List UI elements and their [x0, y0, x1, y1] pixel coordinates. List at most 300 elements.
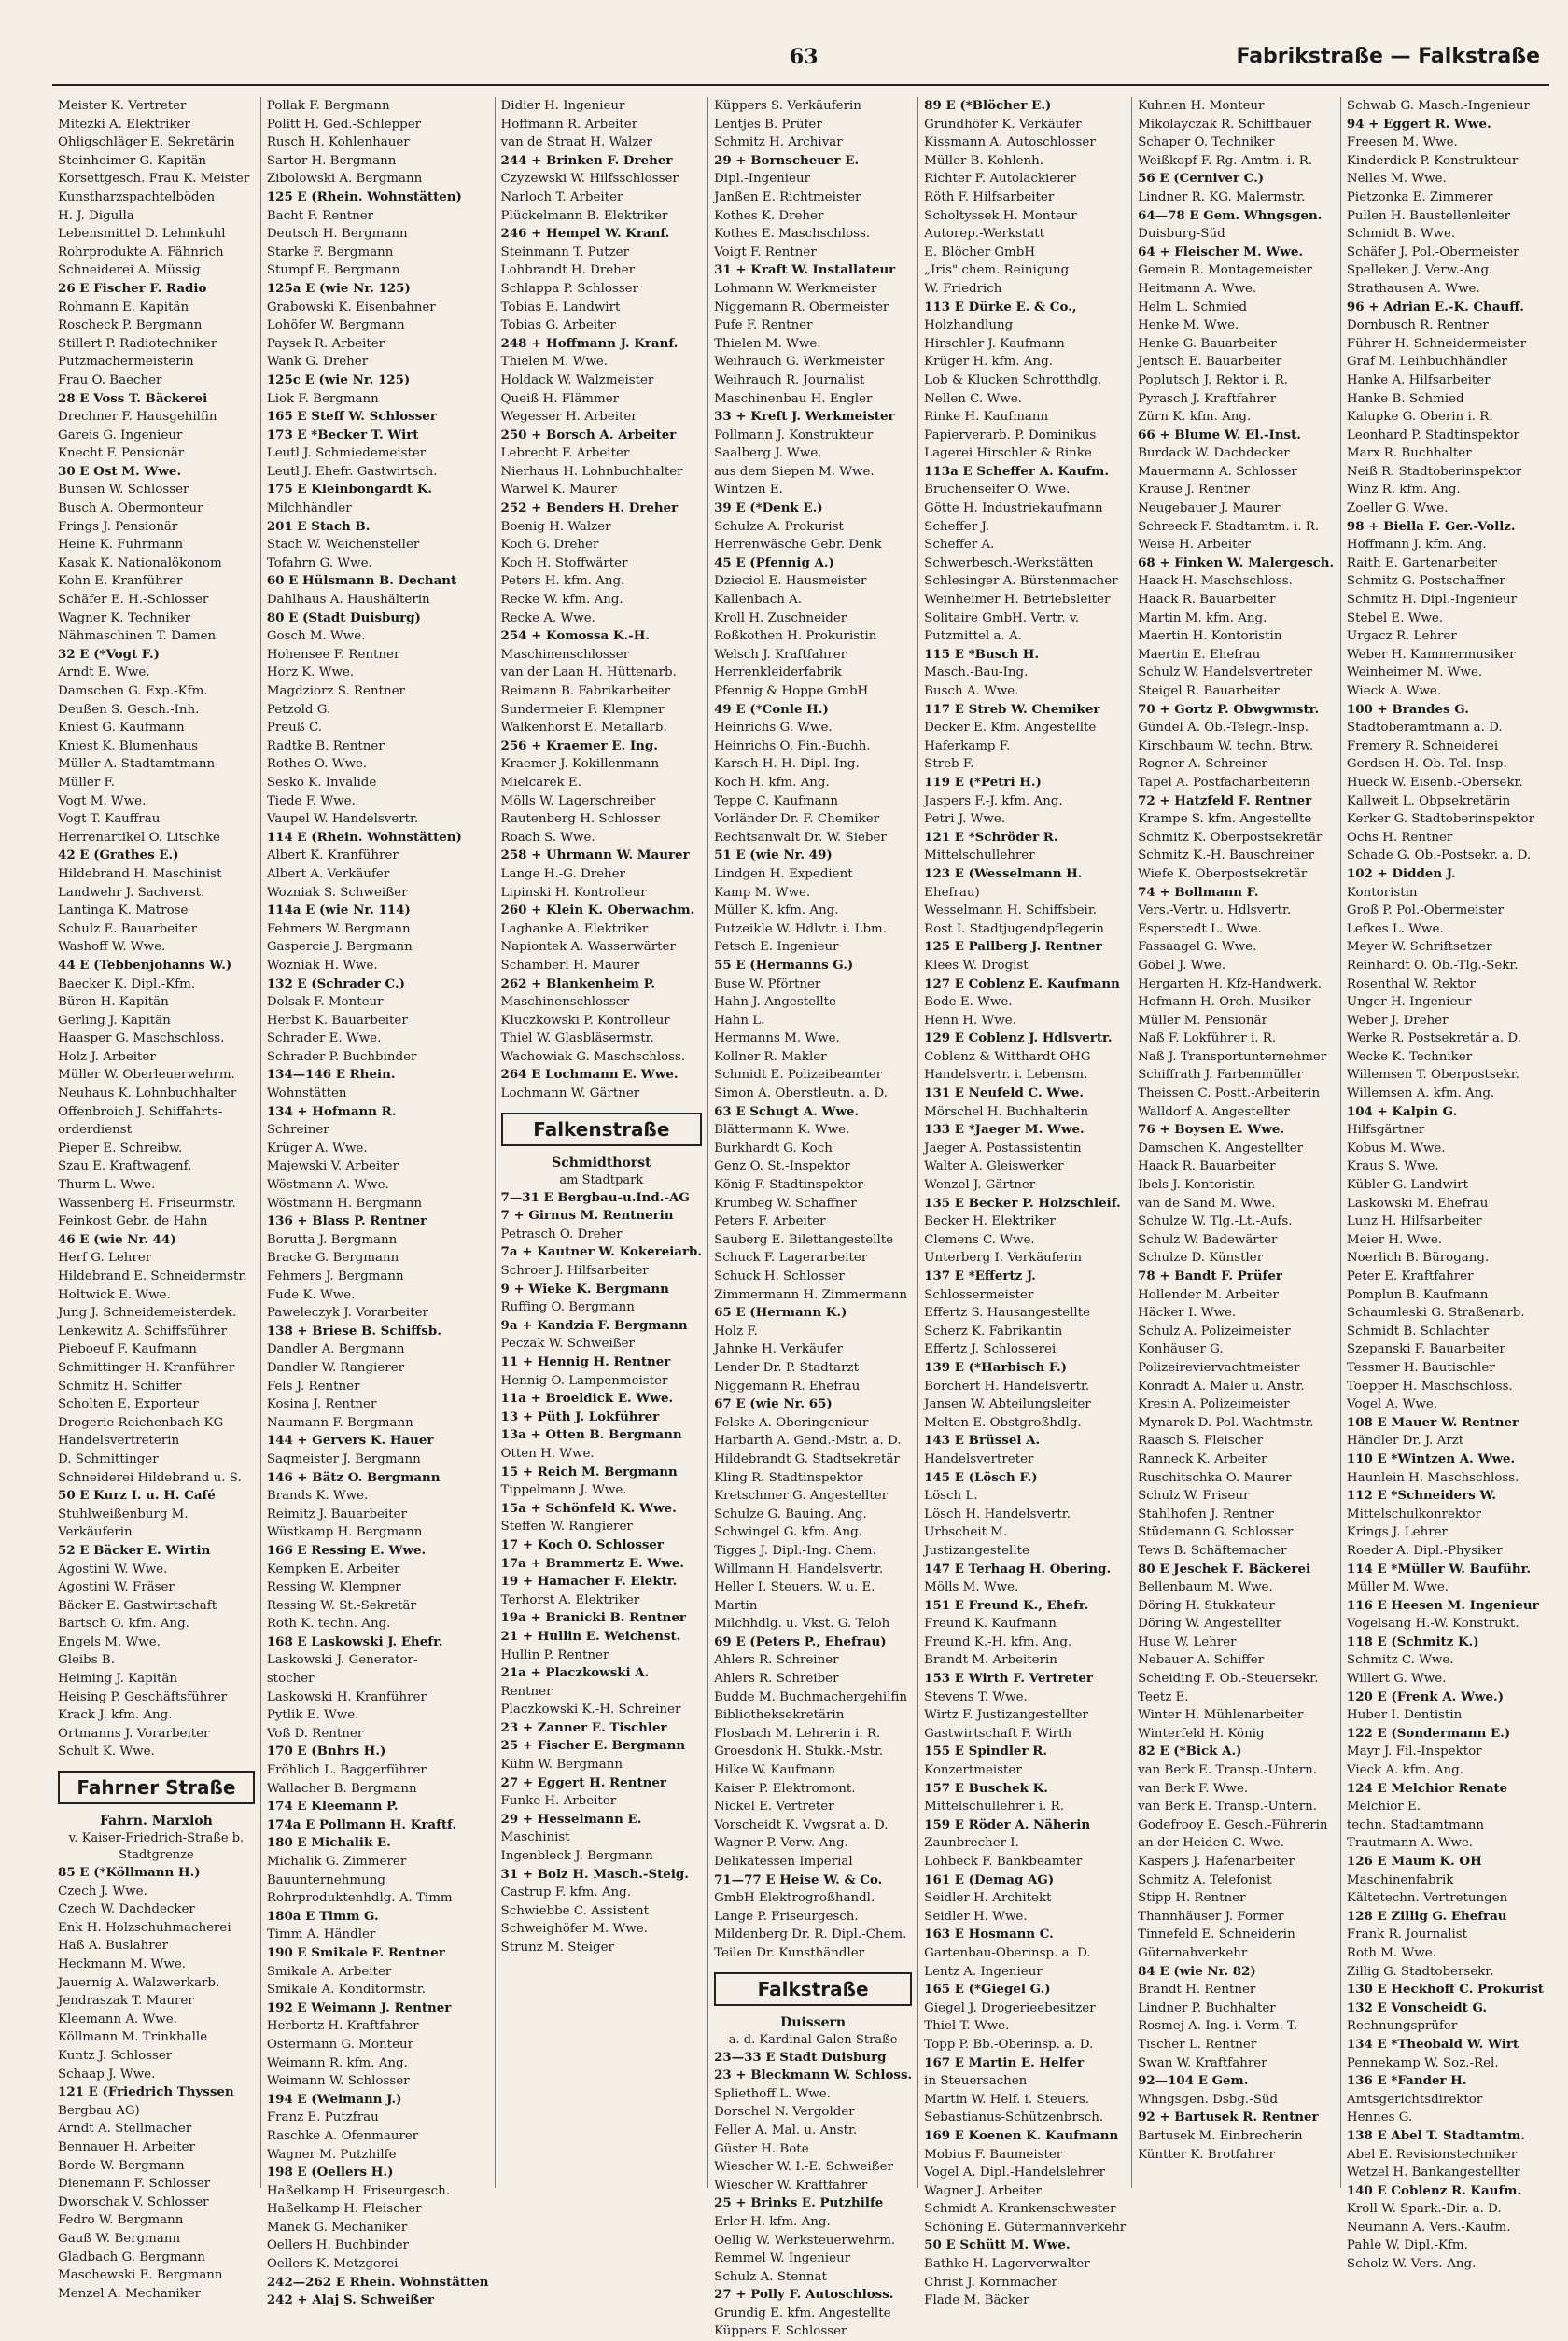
resident-entry: Peters H. kfm. Ang. — [500, 574, 625, 589]
house-number-entry: 63 E Schugt A. Wwe. — [714, 1103, 860, 1119]
resident-entry: Mölls M. Wwe. — [924, 1580, 1019, 1595]
resident-entry: Kluczkowski P. Kontrolleur — [500, 1013, 670, 1028]
resident-entry: Kaspers J. Hafenarbeiter — [1138, 1855, 1295, 1869]
resident-entry: Vogel A. Dipl.-Handelslehrer — [924, 2166, 1106, 2180]
resident-entry: Händler Dr. J. Arzt — [1346, 1434, 1464, 1449]
resident-entry: Bartusek M. Einbrecherin — [1138, 2128, 1303, 2143]
resident-entry: Dandler W. Rangierer — [266, 1360, 405, 1375]
resident-entry: Schmidt E. Polizeibeamter — [714, 1068, 883, 1083]
directory-column — [1132, 97, 1341, 2188]
resident-entry: Kallenbach A. — [714, 593, 803, 608]
resident-entry: Offenbroich J. Schiffahrts- — [58, 1104, 223, 1119]
house-number-entry: 134—146 E Rhein. — [266, 1067, 396, 1083]
resident-entry: Peters F. Arbeiter — [714, 1214, 826, 1229]
house-number-entry: 102 + Didden J. — [1346, 865, 1456, 881]
resident-entry: Starke F. Bergmann — [266, 245, 394, 259]
house-number-entry: 15 + Reich M. Bergmann — [500, 1464, 678, 1479]
resident-entry: Mittelschullehrer — [924, 848, 1035, 863]
resident-entry: Weihrauch R. Journalist — [714, 372, 865, 387]
resident-entry: Lebrecht F. Arbeiter — [500, 446, 630, 461]
house-number-entry: 246 + Hempel W. Kranf. — [500, 226, 670, 242]
house-number-entry: 130 E Heckhoff C. Prokurist — [1346, 1982, 1544, 1998]
directory-column — [496, 97, 709, 2188]
house-number-entry: 66 + Blume W. El.-Inst. — [1138, 427, 1301, 442]
resident-entry: Effertz J. Schlosserei — [924, 1342, 1057, 1357]
resident-entry: Lochmann W. Gärtner — [500, 1086, 640, 1101]
house-number-entry: 96 + Adrian E.-K. Chauff. — [1346, 299, 1524, 315]
resident-entry: Fröhlich L. Baggerführer — [266, 1763, 427, 1778]
resident-entry: Winterfeld H. König — [1138, 1726, 1265, 1741]
resident-entry: Manek G. Mechaniker — [266, 2220, 408, 2235]
resident-entry: Schuck H. Schlosser — [714, 1269, 845, 1283]
resident-entry: Putzeikle W. Hdlvtr. i. Lbm. — [714, 921, 887, 936]
resident-entry: Hanke A. Hilfsarbeiter — [1346, 372, 1491, 387]
house-number-entry: 125c E (wie Nr. 125) — [266, 371, 411, 387]
resident-entry: Weinheimer M. Wwe. — [1346, 666, 1483, 680]
resident-entry: Melten E. Obstgroßhdlg. — [924, 1415, 1082, 1430]
resident-entry: Strunz M. Steiger — [500, 1941, 614, 1955]
resident-entry: Zoeller G. Wwe. — [1346, 501, 1449, 516]
street-extent-note: a. d. Kardinal-Galen-Straße — [728, 2032, 898, 2047]
resident-entry: Pieboeuf F. Kaufmann — [58, 1342, 197, 1357]
house-number-entry: 201 E Stach B. — [266, 518, 371, 534]
resident-entry: Lunz H. Hilfsarbeiter — [1346, 1214, 1482, 1229]
resident-entry: Naß F. Lokführer i. R. — [1138, 1031, 1277, 1046]
house-number-entry: 45 E (Pfennig A.) — [714, 554, 834, 570]
house-number-entry: 166 E Ressing E. Wwe. — [266, 1542, 427, 1558]
resident-entry: Mynarek D. Pol.-Wachtmstr. — [1138, 1415, 1314, 1430]
resident-entry: Roßkothen H. Prokuristin — [714, 629, 877, 644]
resident-entry: Martin — [714, 1598, 758, 1613]
resident-entry: Schmitz H. Schiffer — [58, 1379, 182, 1394]
resident-entry: Agostini W. Fräser — [58, 1580, 175, 1595]
house-number-entry: 139 E (*Harbisch F.) — [924, 1359, 1068, 1375]
resident-entry: Hildebrand H. Maschinist — [58, 866, 222, 881]
resident-entry: Teetz E. — [1138, 1689, 1189, 1704]
house-number-entry: 119 E (*Petri H.) — [924, 774, 1042, 790]
house-number-entry: 260 + Klein K. Oberwachm. — [500, 903, 695, 918]
house-number-entry: 125 E Pallberg J. Rentner — [924, 939, 1102, 955]
house-number-entry: 15a + Schönfeld K. Wwe. — [500, 1500, 677, 1516]
house-number-entry: 46 E (wie Nr. 44) — [58, 1231, 176, 1247]
resident-entry: Dahlhaus A. Haushälterin — [266, 593, 430, 608]
house-number-entry: 13a + Otten B. Bergmann — [500, 1427, 682, 1443]
street-heading: Falkstraße — [714, 1972, 912, 2006]
resident-entry: Dipl.-Ingenieur — [714, 172, 810, 187]
resident-entry: Recke W. kfm. Ang. — [500, 593, 623, 608]
house-number-entry: 85 E (*Köllmann H.) — [58, 1865, 201, 1881]
resident-entry: Klees W. Drogist — [924, 958, 1029, 973]
resident-entry: Lebensmittel D. Lehmkuhl — [58, 227, 226, 242]
resident-entry: Noerlich B. Bürogang. — [1346, 1251, 1490, 1266]
resident-entry: Welsch J. Kraftfahrer — [714, 647, 847, 662]
house-number-entry: 163 E Hosmann C. — [924, 1927, 1054, 1942]
resident-entry: Kühn W. Bergmann — [500, 1758, 623, 1773]
resident-entry: Kasak K. Nationalökonom — [58, 555, 222, 570]
resident-entry: Liok F. Bergmann — [266, 391, 379, 406]
resident-entry: Dolsak F. Monteur — [266, 995, 384, 1010]
resident-entry: Kunstharzspachtelböden — [58, 189, 216, 204]
resident-entry: Majewski V. Arbeiter — [266, 1159, 399, 1174]
resident-entry: Niggemann R. Ehefrau — [714, 1379, 861, 1394]
resident-entry: Albert A. Verkäufer — [266, 866, 390, 881]
resident-entry: Krampe S. kfm. Angestellte — [1138, 812, 1312, 827]
resident-entry: Schulz E. Bauarbeiter — [58, 921, 198, 936]
resident-entry: Wagner J. Arbeiter — [924, 2183, 1042, 2198]
resident-entry: Ressing W. St.-Sekretär — [266, 1598, 416, 1613]
house-number-entry: 132 E Vonscheidt G. — [1346, 1999, 1488, 2015]
resident-entry: Jaspers F.-J. kfm. Ang. — [924, 793, 1063, 808]
resident-entry: Zibolowski A. Bergmann — [266, 172, 423, 187]
house-number-entry: 69 E (Peters P., Ehefrau) — [714, 1633, 887, 1649]
house-number-entry: 26 E Fischer F. Radio — [58, 280, 207, 296]
house-number-entry: 25 + Fischer E. Bergmann — [500, 1738, 686, 1754]
resident-entry: van de Straat H. Walzer — [500, 135, 652, 150]
resident-entry: Remmel W. Ingenieur — [714, 2251, 851, 2266]
house-number-entry: 143 E Brüssel A. — [924, 1433, 1041, 1449]
resident-entry: Mielcarek E. — [500, 775, 581, 790]
resident-entry: Strathausen A. Wwe. — [1346, 281, 1480, 296]
resident-entry: Weimann W. Schlosser — [266, 2074, 410, 2089]
house-number-entry: 256 + Kraemer E. Ing. — [500, 737, 658, 753]
resident-entry: Brandt M. Arbeiterin — [924, 1653, 1057, 1668]
resident-entry: Tapel A. Postfacharbeiterin — [1138, 775, 1310, 790]
house-number-entry: 94 + Eggert R. Wwe. — [1346, 116, 1491, 132]
resident-entry: Gauß W. Bergmann — [58, 2231, 181, 2246]
resident-entry: Martin W. Helf. i. Steuers. — [924, 2092, 1089, 2107]
house-number-entry: 112 E *Schneiders W. — [1346, 1488, 1497, 1504]
house-number-entry: 117 E Streb W. Chemiker — [924, 701, 1100, 717]
resident-entry: Simon A. Oberstleutn. a. D. — [714, 1086, 888, 1101]
resident-entry: Kraemer J. Kokillenmann — [500, 757, 660, 772]
resident-entry: Wohnstätten — [266, 1086, 347, 1101]
resident-entry: Wegesser H. Arbeiter — [500, 410, 637, 425]
resident-entry: Schaumleski G. Straßenarb. — [1346, 1306, 1525, 1321]
resident-entry: Bergbau AG) — [58, 2103, 140, 2118]
resident-entry: Holdack W. Walzmeister — [500, 372, 654, 387]
resident-entry: Wagner K. Techniker — [58, 610, 191, 625]
resident-entry: Mittelschullehrer i. R. — [924, 1800, 1064, 1815]
resident-entry: Raasch S. Fleischer — [1138, 1434, 1264, 1449]
house-number-entry: 9a + Kandzia F. Bergmann — [500, 1317, 688, 1333]
resident-entry: Agostini W. Wwe. — [58, 1562, 168, 1577]
resident-entry: Erler H. kfm. Ang. — [714, 2214, 831, 2229]
resident-entry: Krack J. kfm. Ang. — [58, 1708, 173, 1723]
resident-entry: Müller F. — [58, 775, 115, 790]
resident-entry: Mildenberg Dr. R. Dipl.-Chem. — [714, 1927, 907, 1942]
resident-entry: Schulz W. Handelsvertreter — [1138, 666, 1312, 680]
resident-entry: Konradt A. Maler u. Anstr. — [1138, 1379, 1305, 1394]
directory-column — [1341, 97, 1549, 2272]
resident-entry: Kosina J. Rentner — [266, 1397, 377, 1412]
resident-entry: Czech W. Dachdecker — [58, 1902, 195, 1917]
resident-entry: Mölls W. Lagerschreiber — [500, 793, 656, 808]
resident-entry: Pullen H. Baustellenleiter — [1346, 208, 1511, 223]
resident-entry: Schrader E. Wwe. — [266, 1031, 382, 1046]
resident-entry: in Steuersachen — [924, 2074, 1028, 2089]
resident-entry: Walldorf A. Angestellter — [1138, 1104, 1290, 1119]
resident-entry: Müller M. Pensionär — [1138, 1013, 1267, 1028]
house-number-entry: 133 E *Jaeger M. Wwe. — [924, 1122, 1085, 1138]
resident-entry: Urgacz R. Lehrer — [1346, 629, 1457, 644]
resident-entry: Schulz A. Polizeimeister — [1138, 1324, 1291, 1339]
resident-entry: Bacht F. Rentner — [266, 208, 374, 223]
resident-entry: Voigt F. Rentner — [714, 245, 817, 259]
resident-entry: Schäfer E. H.-Schlosser — [58, 593, 209, 608]
resident-entry: Amtsgerichtsdirektor — [1346, 2092, 1483, 2107]
resident-entry: Stüdemann G. Schlosser — [1138, 1525, 1294, 1540]
resident-entry: Kalupke G. Oberin i. R. — [1346, 410, 1493, 425]
resident-entry: Wöstmann H. Bergmann — [266, 1196, 423, 1211]
house-number-entry: 248 + Hoffmann J. Kranf. — [500, 335, 679, 351]
resident-entry: Dorschel N. Vergolder — [714, 2105, 855, 2120]
resident-entry: Zürn K. kfm. Ang. — [1138, 410, 1252, 425]
resident-entry: Winz R. kfm. Ang. — [1346, 483, 1461, 498]
house-number-entry: 74 + Bollmann F. — [1138, 884, 1259, 900]
resident-entry: Weise H. Arbeiter — [1138, 538, 1251, 553]
resident-entry: Maschinist — [500, 1830, 570, 1845]
resident-entry: Fude K. Wwe. — [266, 1287, 356, 1302]
resident-entry: Hueck W. Eisenb.-Obersekr. — [1346, 775, 1523, 790]
resident-entry: Lange P. Friseurgesch. — [714, 1909, 859, 1924]
resident-entry: Maschinenschlosser — [500, 995, 630, 1010]
house-number-entry: 121 E (Friedrich Thyssen — [58, 2084, 234, 2100]
resident-entry: Vorländer Dr. F. Chemiker — [714, 812, 880, 827]
resident-entry: Willemsen A. kfm. Ang. — [1346, 1086, 1495, 1101]
house-number-entry: 125a E (wie Nr. 125) — [266, 280, 411, 296]
resident-entry: Ruschitschka O. Maurer — [1138, 1470, 1292, 1485]
resident-entry: Fels J. Rentner — [266, 1379, 360, 1394]
resident-entry: E. Blöcher GmbH — [924, 245, 1035, 259]
resident-entry: Gareis G. Ingenieur — [58, 428, 183, 442]
house-number-entry: 116 E Heesen M. Ingenieur — [1346, 1597, 1539, 1613]
resident-entry: Radtke B. Rentner — [266, 738, 385, 753]
house-number-entry: 113a E Scheffer A. Kaufm. — [924, 463, 1109, 479]
resident-entry: Pfennig & Hoppe GmbH — [714, 684, 869, 698]
resident-entry: Grundhöfer K. Verkäufer — [924, 117, 1082, 132]
resident-entry: Thielen M. Wwe. — [714, 336, 821, 351]
house-number-entry: 168 E Laskowski J. Ehefr. — [266, 1633, 443, 1649]
resident-entry: Timm A. Händler — [266, 1927, 376, 1942]
resident-entry: Flade M. Bäcker — [924, 2293, 1029, 2308]
house-number-entry: 137 E *Effertz J. — [924, 1269, 1036, 1283]
resident-entry: Heine K. Fuhrmann — [58, 538, 184, 553]
resident-entry: Bracke G. Bergmann — [266, 1251, 399, 1266]
resident-entry: Unterberg I. Verkäuferin — [924, 1251, 1082, 1266]
resident-entry: Hildebrand E. Schneidermstr. — [58, 1269, 247, 1283]
resident-entry: Kraus S. Wwe. — [1346, 1159, 1439, 1174]
resident-entry: „Iris" chem. Reinigung — [924, 263, 1070, 278]
resident-entry: Hoffmann J. kfm. Ang. — [1346, 538, 1487, 553]
resident-entry: Haferkamp F. — [924, 738, 1011, 753]
resident-entry: Schmidt B. Wwe. — [1346, 227, 1456, 242]
resident-entry: Ostermann G. Monteur — [266, 2037, 414, 2052]
house-number-entry: 134 E *Theobald W. Wirt — [1346, 2036, 1519, 2052]
resident-entry: Rohrproduktenhdlg. A. Timm — [266, 1891, 453, 1906]
resident-entry: Ohligschläger E. Sekretärin — [58, 135, 235, 150]
resident-entry: Rosmej A. Ing. i. Verm.-T. — [1138, 2019, 1298, 2034]
page-header — [52, 41, 1549, 86]
resident-entry: Kniest K. Blumenhaus — [58, 738, 198, 753]
resident-entry: Sartor H. Bergmann — [266, 153, 397, 168]
resident-entry: Placzkowski K.-H. Schreiner — [500, 1703, 681, 1717]
district-name: Duissern — [780, 2014, 847, 2030]
house-number-entry: 9 + Wieke K. Bergmann — [500, 1281, 669, 1297]
resident-entry: Neuhaus K. Lohnbuchhalter — [58, 1086, 237, 1101]
house-number-entry: 169 E Koenen K. Kaufmann — [924, 2127, 1119, 2143]
house-number-entry: 64—78 E Gem. Whngsgen. — [1138, 207, 1323, 223]
resident-entry: Hildebrandt G. Stadtsekretär — [714, 1451, 900, 1466]
resident-entry: Kinderdick P. Konstrukteur — [1346, 153, 1519, 168]
resident-entry: Petri J. Wwe. — [924, 812, 1006, 827]
resident-entry: Helm L. Schmied — [1138, 300, 1248, 315]
resident-entry: van der Laan H. Hüttenarb. — [500, 666, 677, 680]
resident-entry: Papierverarb. P. Dominikus — [924, 428, 1097, 442]
resident-entry: Kallweit L. Obpsekretärin — [1346, 793, 1511, 808]
resident-entry: Napiontek A. Wasserwärter — [500, 940, 676, 955]
house-number-entry: 65 E (Hermann K.) — [714, 1305, 847, 1321]
resident-entry: Götte H. Industriekaufmann — [924, 501, 1103, 516]
resident-entry: Zillig G. Stadtobersekr. — [1346, 1964, 1494, 1979]
resident-entry: Pytlik E. Wwe. — [266, 1708, 359, 1723]
resident-entry: Ressing W. Klempner — [266, 1580, 401, 1595]
house-number-entry: 44 E (Tebbenjohanns W.) — [58, 957, 232, 973]
resident-entry: Maschinenfabrik — [1346, 1872, 1454, 1887]
resident-entry: Henn H. Wwe. — [924, 1013, 1016, 1028]
resident-entry: Werke R. Postsekretär a. D. — [1346, 1031, 1521, 1046]
resident-entry: Krüger H. kfm. Ang. — [924, 355, 1053, 370]
resident-entry: W. Friedrich — [924, 281, 1002, 296]
resident-entry: Stach W. Weichensteller — [266, 538, 420, 553]
house-number-entry: 120 E (Frenk A. Wwe.) — [1346, 1689, 1505, 1704]
resident-entry: Willemsen T. Oberpostsekr. — [1346, 1068, 1519, 1083]
house-number-entry: 56 E (Cerniver C.) — [1138, 171, 1265, 187]
resident-entry: H. J. Digulla — [58, 208, 134, 223]
house-number-entry: 118 E (Schmitz K.) — [1346, 1633, 1479, 1649]
resident-entry: Kothes E. Maschschloss. — [714, 227, 871, 242]
house-number-entry: 17a + Brammertz E. Wwe. — [500, 1555, 685, 1571]
house-number-entry: 50 E Kurz I. u. H. Café — [58, 1488, 216, 1504]
resident-entry: Neiß R. Stadtoberinspektor — [1346, 464, 1522, 479]
house-number-entry: 145 E (Lösch F.) — [924, 1469, 1038, 1485]
house-number-entry: 51 E (wie Nr. 49) — [714, 848, 833, 863]
resident-entry: Teppe C. Kaufmann — [714, 793, 838, 808]
resident-entry: Lentjes B. Prüfer — [714, 117, 822, 132]
resident-entry: Lohöfer W. Bergmann — [266, 318, 405, 333]
resident-entry: Nickel E. Vertreter — [714, 1800, 834, 1815]
resident-entry: Korsettgesch. Frau K. Meister — [58, 172, 250, 187]
resident-entry: Henke M. Wwe. — [1138, 318, 1239, 333]
resident-entry: Borutta J. Bergmann — [266, 1232, 398, 1247]
resident-entry: Hennig O. Lampenmeister — [500, 1373, 668, 1388]
house-number-entry: 23 + Bleckmann W. Schloss. — [714, 2068, 913, 2083]
resident-entry: Autorep.-Werkstatt — [924, 227, 1044, 242]
resident-entry: Nelles M. Wwe. — [1346, 172, 1447, 187]
resident-entry: Schmitz H. Dipl.-Ingenieur — [1346, 593, 1517, 608]
resident-entry: Kollner R. Makler — [714, 1049, 827, 1064]
resident-entry: Magdziorz S. Rentner — [266, 684, 405, 698]
resident-entry: Dzieciol E. Hausmeister — [714, 574, 867, 589]
resident-entry: Rusch H. Kohlenhauer — [266, 135, 410, 150]
house-number-entry: 84 E (wie Nr. 82) — [1138, 1963, 1256, 1979]
resident-entry: Hanke B. Schmied — [1346, 391, 1464, 406]
resident-entry: Handelsvertreterin — [58, 1434, 180, 1449]
house-number-entry: 104 + Kalpin G. — [1346, 1103, 1458, 1119]
resident-entry: König F. Stadtinspektor — [714, 1178, 863, 1193]
resident-entry: Janßen E. Richtmeister — [714, 189, 861, 204]
resident-entry: Jahnke H. Verkäufer — [714, 1342, 843, 1357]
house-number-entry: 258 + Uhrmann W. Maurer — [500, 848, 690, 863]
resident-entry: Teilen Dr. Kunsthändler — [714, 1945, 865, 1960]
street-heading: Fahrner Straße — [58, 1771, 255, 1804]
district-name: Fahrn. Marxloh — [99, 1814, 213, 1829]
resident-entry: Jaeger A. Postassistentin — [924, 1141, 1082, 1156]
resident-entry: Schmitz G. Postschaffner — [1346, 574, 1505, 589]
resident-entry: Masch.-Bau-Ing. — [924, 666, 1029, 680]
resident-entry: Lindgen H. Expedient — [714, 866, 853, 881]
house-number-entry: 198 E (Oellers H.) — [266, 2165, 394, 2180]
resident-entry: Weißkopf F. Rg.-Amtm. i. R. — [1138, 153, 1313, 168]
house-number-entry: 242—262 E Rhein. Wohnstätten — [266, 2274, 489, 2290]
resident-entry: Gaspercie J. Bergmann — [266, 940, 413, 955]
resident-entry: Pomplun B. Kaufmann — [1346, 1287, 1489, 1302]
street-heading: Falkenstraße — [501, 1113, 703, 1146]
resident-entry: Stahlhofen J. Rentner — [1138, 1507, 1274, 1521]
resident-entry: Martin M. kfm. Ang. — [1138, 610, 1267, 625]
resident-entry: Gastwirtschaft F. Wirth — [924, 1726, 1072, 1741]
house-number-entry: 129 E Coblenz J. Hdlsvertr. — [924, 1030, 1113, 1046]
resident-entry: Unger H. Ingenieur — [1346, 995, 1472, 1010]
house-number-entry: 67 E (wie Nr. 65) — [714, 1396, 833, 1412]
house-number-entry: 13 + Püth J. Lokführer — [500, 1409, 660, 1424]
resident-entry: Schamberl H. Maurer — [500, 958, 640, 973]
resident-entry: Mayr J. Fil.-Inspektor — [1346, 1745, 1482, 1759]
resident-entry: Holzhandlung — [924, 318, 1014, 333]
resident-entry: Rohrprodukte A. Fähnrich — [58, 245, 224, 259]
resident-entry: Petrasch O. Dreher — [500, 1227, 623, 1241]
resident-entry: Pyrasch J. Kraftfahrer — [1138, 391, 1277, 406]
resident-entry: Güster H. Bote — [714, 2141, 809, 2156]
resident-entry: Rinke H. Kaufmann — [924, 410, 1049, 425]
resident-entry: Weber H. Kammermusiker — [1346, 647, 1516, 662]
resident-entry: Stevens T. Wwe. — [924, 1689, 1028, 1704]
resident-entry: Groß P. Pol.-Obermeister — [1346, 904, 1505, 918]
resident-entry: Hohensee F. Rentner — [266, 647, 400, 662]
resident-entry: Koch G. Dreher — [500, 538, 599, 553]
resident-entry: Wiescher W. Kraftfahrer — [714, 2178, 868, 2193]
house-number-entry: 153 E Wirth F. Vertreter — [924, 1671, 1093, 1687]
resident-entry: Rechnungsprüfer — [1346, 2019, 1458, 2034]
resident-entry: Reimann B. Fabrikarbeiter — [500, 684, 670, 698]
resident-entry: Tews B. Schäftemacher — [1138, 1543, 1287, 1558]
directory-column — [261, 97, 496, 2308]
resident-entry: Godefrooy E. Gesch.-Führerin — [1138, 1817, 1328, 1832]
resident-entry: Dworschak V. Schlosser — [58, 2194, 209, 2209]
resident-entry: Scholten E. Exporteur — [58, 1397, 199, 1412]
resident-entry: Graf M. Leihbuchhändler — [1346, 355, 1507, 370]
resident-entry: Herbertz H. Kraftfahrer — [266, 2019, 419, 2034]
resident-entry: Heiming J. Kapitän — [58, 1672, 177, 1687]
resident-entry: Rechtsanwalt Dr. W. Sieber — [714, 830, 887, 845]
resident-entry: Kerker G. Stadtoberinspektor — [1346, 812, 1534, 827]
resident-entry: Vogel A. Wwe. — [1346, 1397, 1438, 1412]
resident-entry: Scheiding F. Ob.-Steuersekr. — [1138, 1672, 1319, 1687]
resident-entry: Effertz S. Hausangestellte — [924, 1306, 1090, 1321]
resident-entry: Herrenartikel O. Litschke — [58, 830, 220, 845]
resident-entry: Schwerbesch.-Werkstätten — [924, 555, 1094, 570]
resident-entry: Borchert H. Handelsvertr. — [924, 1379, 1090, 1394]
resident-entry: Ahlers R. Schreiner — [714, 1653, 839, 1668]
